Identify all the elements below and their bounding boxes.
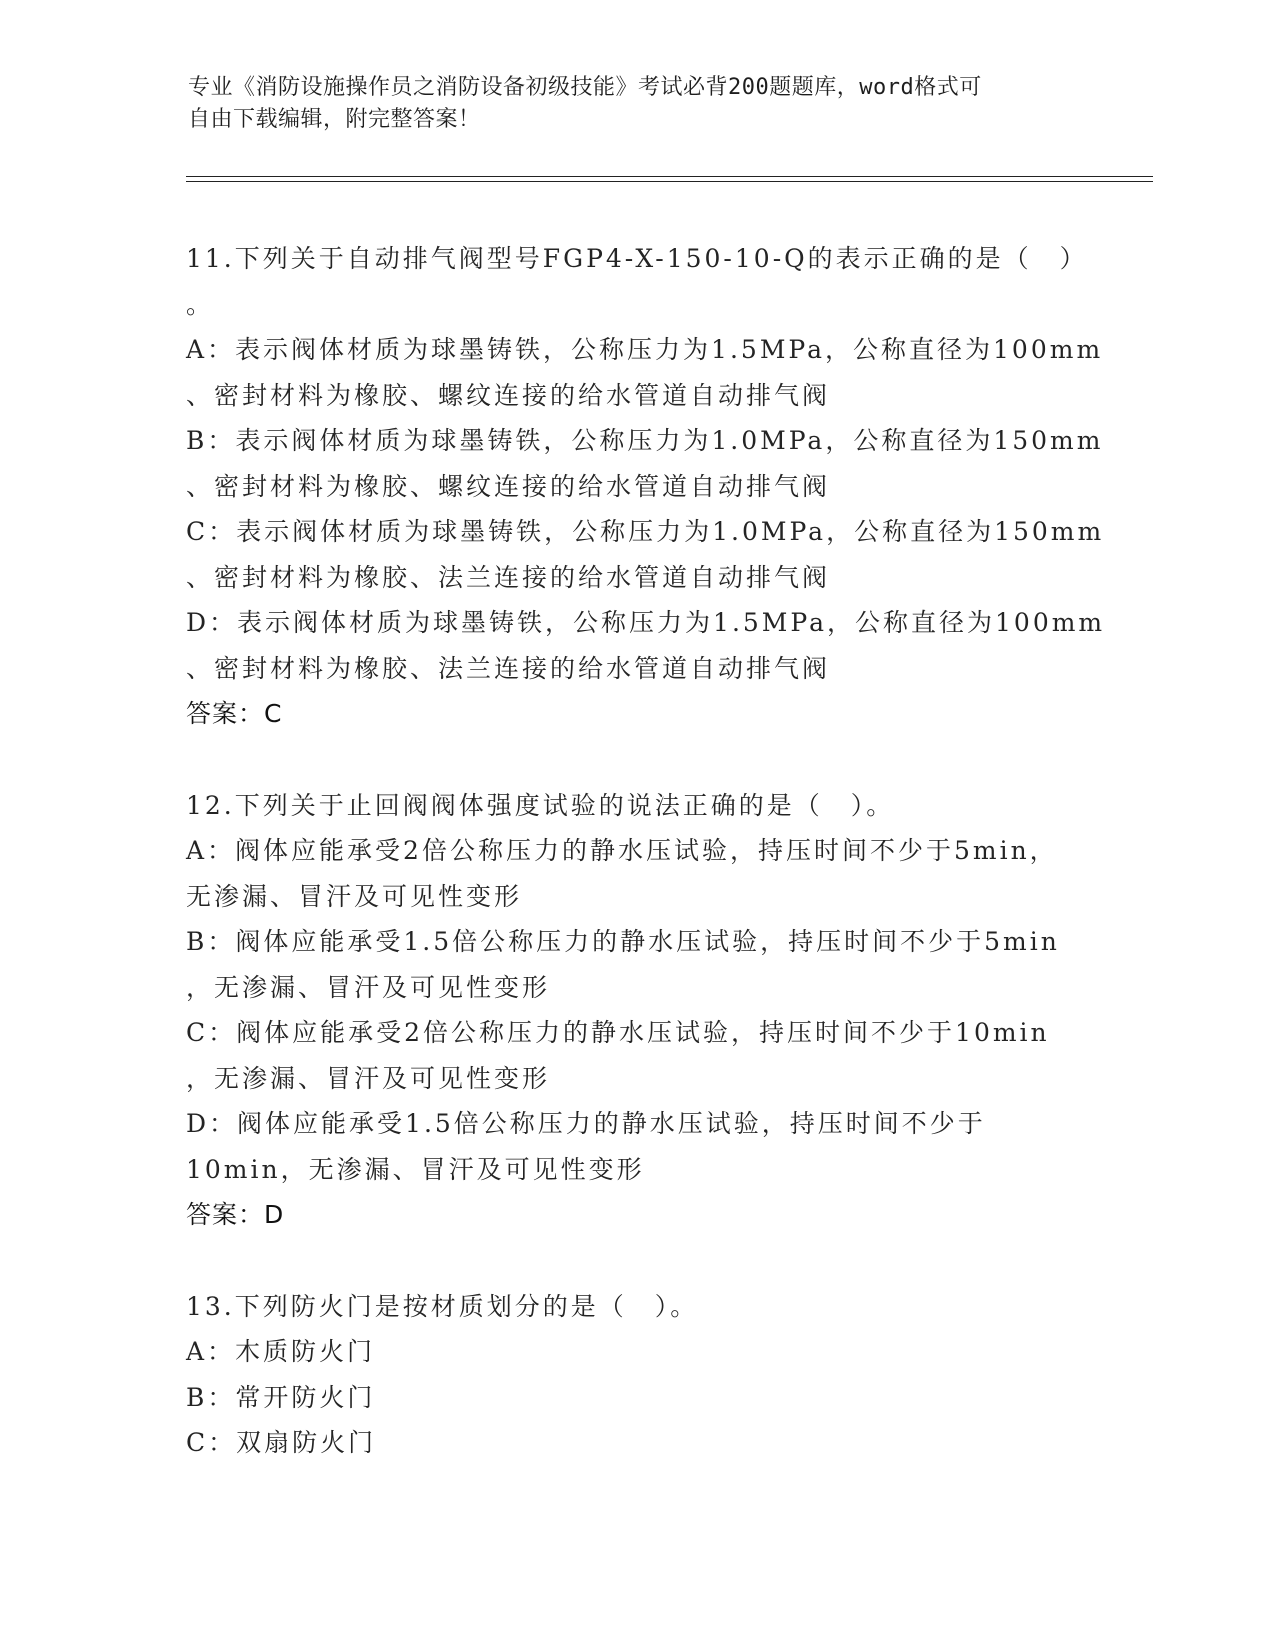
header-line-2: 自由下载编辑，附完整答案！ (188, 107, 481, 132)
header-line-1: 专业《消防设施操作员之消防设备初级技能》考试必背200题题库，word格式可 (188, 75, 982, 100)
question-12 (186, 783, 1086, 1238)
option-b: B：阀体应能承受1.5倍公称压力的静水压试验，持压时间不少于5min (186, 927, 1060, 956)
question-text: 。 (186, 289, 215, 319)
option-c-continued: ，无渗漏、冒汗及可见性变形 (186, 1063, 551, 1093)
question-13 (186, 1284, 1086, 1466)
header-divider-top (186, 176, 1153, 177)
option-c-continued: 、密封材料为橡胶、法兰连接的给水管道自动排气阀 (186, 562, 831, 592)
option-b-continued: 、密封材料为橡胶、螺纹连接的给水管道自动排气阀 (186, 471, 831, 501)
option-a-continued: 无渗漏、冒汗及可见性变形 (186, 881, 523, 911)
option-c: C：表示阀体材质为球墨铸铁，公称压力为1.0MPa，公称直径为150mm (186, 517, 1105, 546)
option-a-continued: 、密封材料为橡胶、螺纹连接的给水管道自动排气阀 (186, 380, 831, 410)
option-b: B：表示阀体材质为球墨铸铁，公称压力为1.0MPa，公称直径为150mm (186, 426, 1104, 455)
option-a: A：表示阀体材质为球墨铸铁，公称压力为1.5MPa，公称直径为100mm (186, 335, 1104, 364)
question-text: 13.下列防火门是按材质划分的是（ ）。 (186, 1291, 699, 1321)
option-c: C：双扇防火门 (186, 1428, 377, 1457)
question-list (186, 236, 1106, 1466)
header-divider-bottom (186, 181, 1153, 182)
question-text: 11.下列关于自动排气阀型号FGP4-X-150-10-Q的表示正确的是（ ） (186, 244, 1088, 273)
question-11 (186, 236, 1106, 737)
option-a: A：木质防火门 (186, 1337, 376, 1366)
option-c: C：阀体应能承受2倍公称压力的静水压试验，持压时间不少于10min (186, 1018, 1050, 1047)
option-d-continued: 、密封材料为橡胶、法兰连接的给水管道自动排气阀 (186, 653, 831, 683)
answer-line: 答案：D (186, 1200, 285, 1229)
document-header (188, 72, 1088, 136)
option-d: D：阀体应能承受1.5倍公称压力的静水压试验，持压时间不少于 (186, 1109, 986, 1138)
answer-line: 答案：C (186, 699, 283, 728)
option-d-continued: 10min，无渗漏、冒汗及可见性变形 (186, 1154, 645, 1184)
option-b-continued: ，无渗漏、冒汗及可见性变形 (186, 972, 551, 1002)
option-a: A：阀体应能承受2倍公称压力的静水压试验，持压时间不少于5min， (186, 836, 1058, 865)
option-d: D：表示阀体材质为球墨铸铁，公称压力为1.5MPa，公称直径为100mm (186, 608, 1106, 637)
question-text: 12.下列关于止回阀阀体强度试验的说法正确的是（ ）。 (186, 790, 895, 820)
option-b: B：常开防火门 (186, 1382, 376, 1412)
